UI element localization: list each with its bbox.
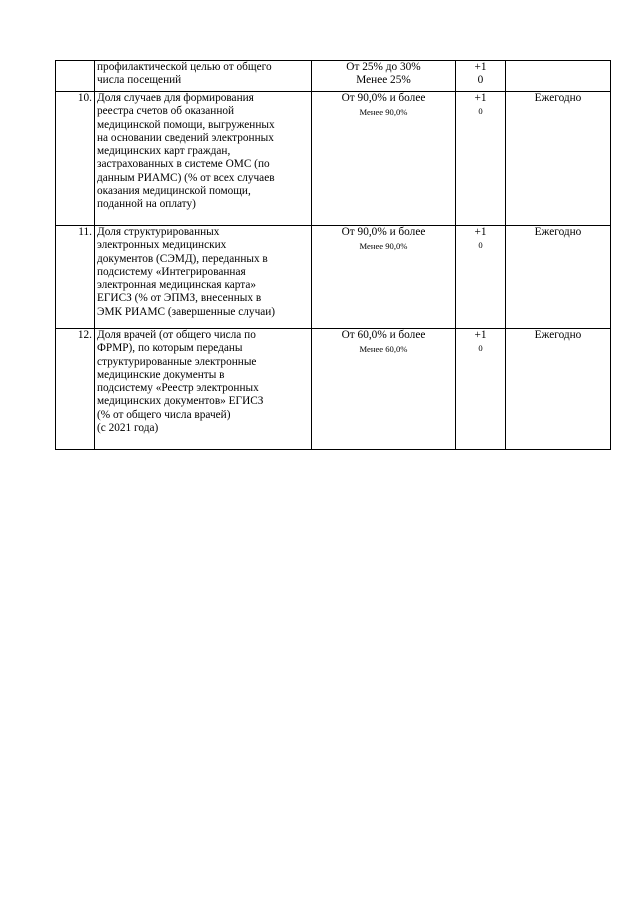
description-line: электронная медицинская карта» (97, 279, 257, 292)
score-lower: 0 (477, 74, 484, 87)
criteria-cell (312, 226, 456, 329)
description-line: на основании сведений электронных (97, 131, 274, 144)
period-cell: Ежегодно (506, 92, 611, 226)
description-line: числа посещений (97, 74, 182, 87)
description-line: документов (СЭМД), переданных в (97, 252, 268, 265)
criterion-lower: Менее 60,0% (359, 344, 408, 355)
criterion-upper: От 60,0% и более (341, 329, 426, 341)
criteria-table (55, 60, 611, 450)
description-line: Доля случаев для формирования (97, 92, 254, 104)
description-line: (с 2021 года) (97, 422, 159, 435)
score-cell (456, 61, 506, 92)
criteria-cell (312, 61, 456, 92)
row-number: 10. (56, 92, 95, 226)
description-line: застрахованных в системе ОМС (по (97, 158, 270, 171)
score-upper: +1 (474, 92, 487, 104)
row-number (56, 61, 95, 92)
description-line: (% от общего числа врачей) (97, 408, 231, 421)
description-line: медицинской помощи, выгруженных (97, 118, 275, 131)
criteria-cell (312, 329, 456, 450)
score-lower: 0 (478, 240, 483, 251)
description-line: медицинские документы в (97, 368, 225, 381)
period-cell: Ежегодно (506, 226, 611, 329)
indicator-description (95, 61, 312, 92)
score-upper: +1 (474, 226, 487, 238)
description-line: медицинских документов» ЕГИСЗ (97, 395, 264, 408)
description-line: данным РИАМС) (% от всех случаев (97, 171, 275, 184)
description-line: структурированные электронные (97, 355, 257, 368)
table-row (56, 92, 611, 226)
score-upper: +1 (474, 329, 487, 341)
description-line: подсистему «Интегрированная (97, 265, 246, 278)
criteria-cell (312, 92, 456, 226)
description-line: подсистему «Реестр электронных (97, 382, 259, 395)
description-line: оказания медицинской помощи, (97, 185, 251, 198)
criterion-upper: От 90,0% и более (341, 92, 426, 104)
criterion-lower: Менее 90,0% (359, 107, 408, 118)
period-cell: Ежегодно (506, 329, 611, 450)
score-upper: +1 (474, 61, 487, 73)
indicator-description (95, 329, 312, 450)
criterion-upper: От 25% до 30% (346, 61, 421, 73)
description-line: медицинских карт граждан, (97, 145, 231, 158)
indicator-description (95, 92, 312, 226)
description-line: ЕГИСЗ (% от ЭПМЗ, внесенных в (97, 292, 262, 305)
description-line: Доля структурированных (97, 226, 220, 238)
row-number: 12. (56, 329, 95, 450)
table-row (56, 226, 611, 329)
criterion-upper: От 90,0% и более (341, 226, 426, 238)
score-cell (456, 226, 506, 329)
criterion-lower: Менее 25% (356, 74, 411, 87)
description-line: электронных медицинских (97, 239, 227, 252)
description-line: реестра счетов об оказанной (97, 105, 235, 118)
indicator-description (95, 226, 312, 329)
description-line: поданной на оплату) (97, 198, 196, 211)
score-lower: 0 (478, 106, 483, 117)
description-line: Доля врачей (от общего числа по (97, 329, 256, 341)
score-cell (456, 329, 506, 450)
score-lower: 0 (478, 343, 483, 354)
period-cell (506, 61, 611, 92)
table-row (56, 61, 611, 92)
row-number: 11. (56, 226, 95, 329)
criterion-lower: Менее 90,0% (359, 241, 408, 252)
table-row (56, 329, 611, 450)
score-cell (456, 92, 506, 226)
description-line: профилактической целью от общего (97, 61, 272, 73)
description-line: ФРМР), по которым переданы (97, 342, 243, 355)
description-line: ЭМК РИАМС (завершенные случаи) (97, 305, 276, 318)
